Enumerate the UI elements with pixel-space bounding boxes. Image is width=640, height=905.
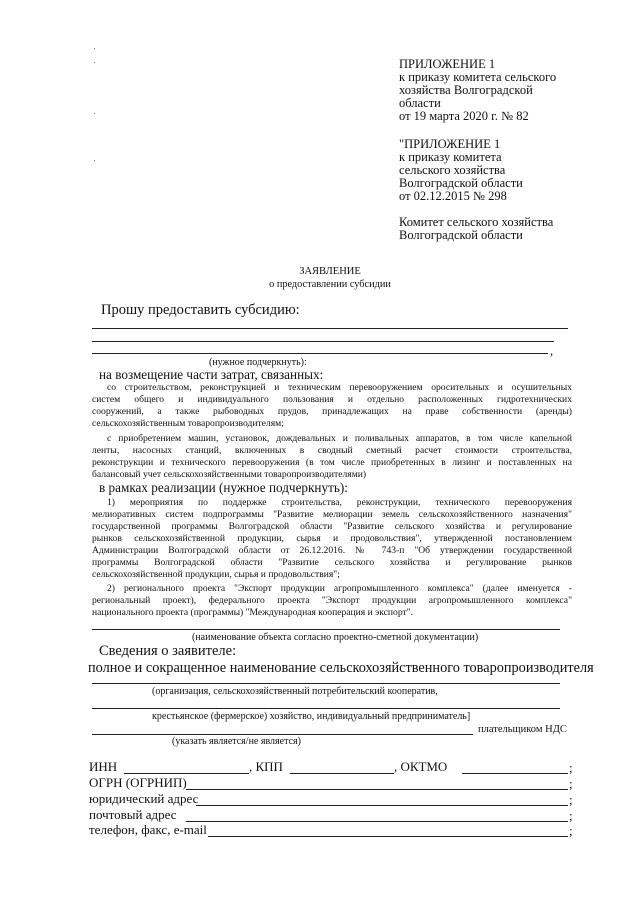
ogrn-label: ОГРН (ОГРНИП) [89,775,187,790]
scan-speck [94,48,95,49]
applicant-name-line [92,708,560,709]
subsidy-blank-line [92,341,554,342]
kpp-field[interactable] [290,773,394,774]
measure-1: сельскохозяйственной продукции, сырья и продовольствия"; [92,569,340,580]
postal-address-label: почтовый адрес [89,807,177,822]
cost-paragraph-1: сельскохозяйственным товаропроизводителям; [92,418,284,429]
cost-paragraph-1: сооружений, а также рыбоводных прудов, принадлежащих на праве собственности (аренды) [92,406,572,417]
appendix-1-title: ПРИЛОЖЕНИЕ 1 [399,57,496,71]
document-title: ЗАЯВЛЕНИЕ [299,266,361,277]
appendix-1-line: к приказу комитета сельского [399,70,557,84]
measure-1: мелиоративных систем подпрограммы "Развитие мелиорации земель сельскохозяйственного назначения" [92,509,572,520]
end-mark: ; [569,808,573,823]
appendix-2-line: сельского хозяйства [399,163,506,177]
postal-address-field[interactable] [186,821,568,822]
inn-field[interactable] [124,773,249,774]
scan-speck [94,62,95,63]
kpp-label: , КПП [249,759,283,774]
object-name-hint: (наименование объекта согласно проектно-сметной документации) [192,632,479,643]
implementation-heading: в рамках реализации (нужное подчеркнуть): [99,480,348,495]
scan-speck [94,113,95,114]
oktmo-label: , ОКТМО [394,759,448,774]
compensation-heading: на возмещение части затрат, связанных: [99,367,324,382]
document-subtitle: о предоставлении субсидии [269,279,391,290]
end-mark: ; [569,776,573,791]
addressee-line: Комитет сельского хозяйства [399,215,554,229]
vat-hint: (указать является/не является) [172,736,301,747]
legal-address-label: юридический адрес [89,791,199,806]
measure-1: Администрации Волгоградской области от 26.12.2016. № 743-п "Об утверждении государственной [92,545,572,556]
measure-1: 1) мероприятия по поддержке строительства, реконструкции, технического перевооружения [107,497,572,508]
vat-label: плательщиком НДС [478,724,567,735]
subsidy-blank-line [92,328,568,329]
farm-type-hint: крестьянское (фермерское) хозяйство, индивидуальный предприниматель] [152,711,471,722]
appendix-1-date: от 19 марта 2020 г. № 82 [399,109,529,123]
cost-paragraph-1: со строительством, реконструкцией и техническим перевооружением оросительных и осушительных [107,382,572,393]
appendix-2-line: к приказу комитета [399,150,502,164]
addressee-line: Волгоградской области [399,228,523,242]
contacts-label: телефон, факс, e-mail [89,822,207,837]
ogrn-field[interactable] [186,789,568,790]
legal-address-field[interactable] [196,805,568,806]
org-type-hint: (организация, сельскохозяйственный потребительский кооператив, [152,686,438,697]
object-name-line [92,629,560,630]
measure-2: 2) регионального проекта "Экспорт продукции агропромышленного комплекса" (далее именуется - [107,583,572,594]
cost-paragraph-2: реконструкции и технического перевооружения (в том числе приобретенных в лизинг и поставленных на [92,457,572,468]
applicant-name-label: полное и сокращенное наименование сельскохозяйственного товаропроизводителя [88,660,594,676]
applicant-name-line [92,683,560,684]
inn-label: ИНН [89,759,118,774]
measure-1: государственной программы Волгоградской области "Развитие сельского хозяйства и регулирование [92,521,572,532]
appendix-2-line: Волгоградской области [399,176,523,190]
comma-mark: , [550,344,554,358]
scan-speck [94,160,95,161]
vat-status-line [92,734,473,735]
cost-paragraph-1: систем общего и индивидуального пользования и отдельно расположенных гидротехнических [92,394,572,405]
measure-2: региональный проект), федерального проекта "Экспорт продукции агропромышленного комплекса" [92,595,572,606]
appendix-1-line: хозяйства Волгоградской [399,83,533,97]
end-mark: ; [569,823,573,838]
underline-hint: (нужное подчеркнуть): [209,357,307,368]
appendix-2-title: "ПРИЛОЖЕНИЕ 1 [399,137,501,151]
contacts-field[interactable] [208,836,568,837]
cost-paragraph-2: с приобретением машин, установок, дождевальных и поливальных аппаратов, в том числе капельной [107,433,572,444]
oktmo-field[interactable] [462,773,568,774]
measure-1: программы Волгоградской области "Развитие сельского хозяйства и регулирование рынков [92,557,572,568]
measure-2: национального проекта (программы) "Международная кооперация и экспорт". [92,607,414,618]
measure-1: рынков сельскохозяйственной продукции, сырья и продовольствия", утвержденной постановлением [92,533,572,544]
end-mark: ; [569,760,573,775]
end-mark: ; [569,792,573,807]
cost-paragraph-2: балансовый учет сельскохозяйственными товаропроизводителями) [92,469,367,480]
appendix-1-line: области [399,96,441,110]
subsidy-blank-line [92,353,548,354]
appendix-2-date: от 02.12.2015 № 298 [399,189,507,203]
applicant-heading: Сведения о заявителе: [99,643,237,659]
request-text: Прошу предоставить субсидию: [101,302,300,318]
cost-paragraph-2: ленты, насосных станций, включенных в сводный сметный расчет стоимости строительства, [92,445,572,456]
